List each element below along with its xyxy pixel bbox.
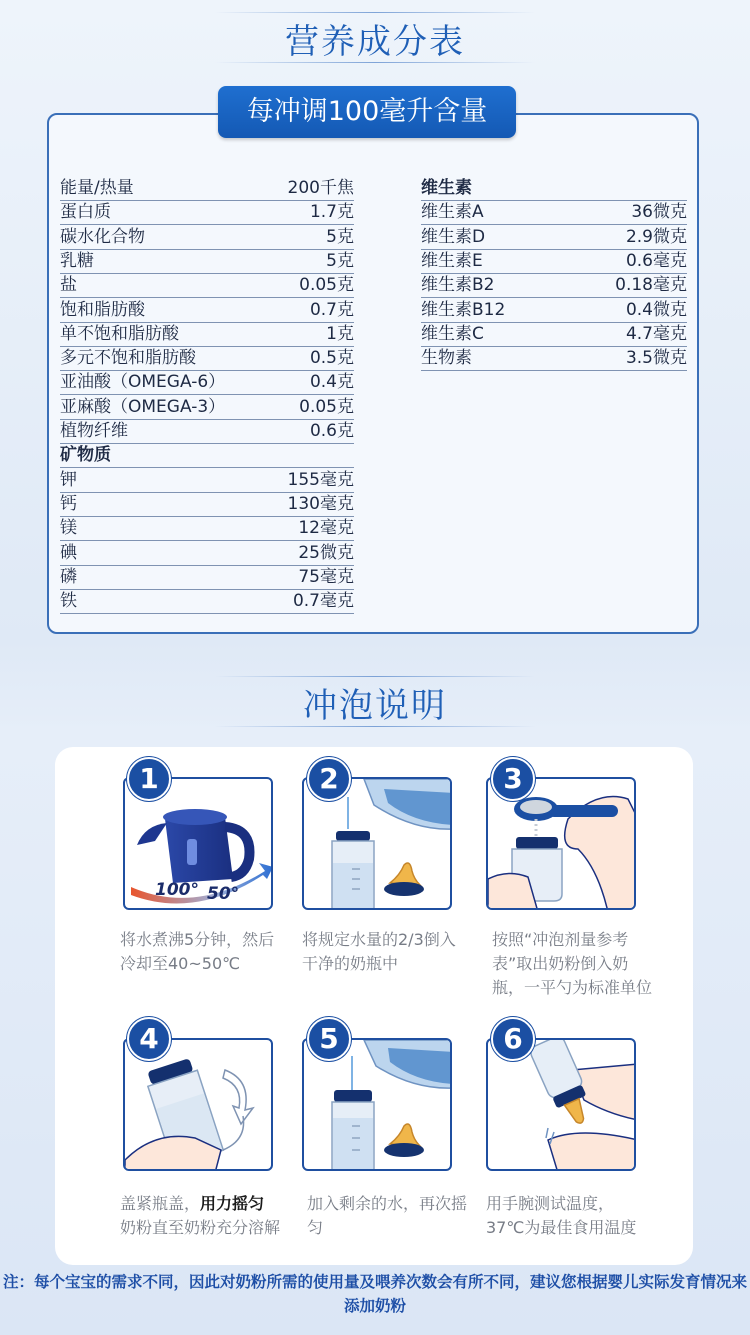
- vitamin-name: 维生素D: [421, 226, 486, 247]
- nutrient-row: [60, 419, 354, 444]
- nutrient-row: [60, 395, 354, 420]
- step-5-text: 加入剩余的水，再次摇匀: [307, 1194, 468, 1237]
- nutrient-name: 铁: [60, 591, 77, 612]
- nutrient-name: 饱和脂肪酸: [60, 299, 145, 320]
- temp-high-label: 100°: [155, 880, 199, 900]
- step-6-number: 6: [491, 1017, 535, 1061]
- nutrient-row: [60, 565, 354, 590]
- vitamin-value: 0.4微克: [625, 299, 687, 320]
- nutrient-name: 植物纤维: [60, 421, 128, 441]
- nutrient-row: [60, 516, 354, 541]
- nutrient-name: 多元不饱和脂肪酸: [60, 348, 196, 369]
- vitamin-name: 维生素B2: [421, 275, 495, 296]
- nutrient-name: 镁: [60, 518, 77, 539]
- nutrient-row: [60, 249, 354, 274]
- nutrient-value: 1克: [326, 323, 354, 344]
- step-4-text-strong: 用力摇匀: [200, 1194, 265, 1213]
- vitamin-row: [421, 249, 687, 274]
- vitamin-name: 维生素A: [421, 202, 484, 223]
- nutrient-row: [60, 492, 354, 517]
- nutrient-name: 亚麻酸（OMEGA-3）: [60, 396, 226, 417]
- nutrient-name: 亚油酸（OMEGA-6）: [60, 372, 226, 393]
- nutrient-value: 75毫克: [298, 566, 354, 587]
- vitamin-value: 2.9微克: [625, 226, 687, 247]
- nutrition-title: 营养成分表: [285, 22, 465, 62]
- nutrient-name: 磷: [60, 566, 77, 587]
- vitamin-value: 0.18毫克: [615, 275, 687, 296]
- nutrient-value: 155毫克: [287, 469, 354, 490]
- vitamin-value: 36微克: [631, 202, 687, 223]
- step-4-text-before: 盖紧瓶盖，: [120, 1194, 201, 1213]
- nutrient-value: 1.7克: [309, 202, 354, 223]
- nutrient-row: [60, 200, 354, 225]
- nutrient-row: [60, 443, 354, 468]
- vitamin-row: [421, 322, 687, 347]
- nutrient-row: [60, 589, 354, 614]
- vitamin-row: [421, 346, 687, 371]
- nutrient-row: [60, 541, 354, 566]
- nutrient-value: 0.7毫克: [292, 591, 354, 612]
- nutrient-name: 单不饱和脂肪酸: [60, 323, 179, 344]
- temp-low-label: 50°: [207, 884, 240, 904]
- title-top-line: [215, 12, 535, 13]
- vitamin-name: 维生素B12: [421, 299, 506, 320]
- step-5-number: 5: [307, 1017, 351, 1061]
- nutrient-row: [60, 346, 354, 371]
- title2-top-line: [215, 676, 535, 677]
- nutrient-value: 0.7克: [309, 299, 354, 320]
- nutrient-row: [60, 298, 354, 323]
- vitamin-name: 维生素C: [421, 323, 484, 344]
- nutrient-value: 0.4克: [309, 372, 354, 393]
- step-4-text-after: 奶粉直至奶粉充分溶解: [120, 1218, 281, 1237]
- nutrient-value: 130毫克: [287, 493, 354, 514]
- vitamin-name: 生物素: [421, 348, 472, 369]
- vitamin-value: 3.5微克: [625, 348, 687, 369]
- nutrient-row: [60, 176, 354, 201]
- vitamin-value: 0.6毫克: [625, 250, 687, 271]
- title-bottom-line: [215, 62, 535, 63]
- nutrient-value: 25微克: [298, 542, 354, 563]
- nutrient-name: 钙: [60, 493, 77, 514]
- step-1-number: 1: [127, 757, 171, 801]
- vitamin-row: [421, 273, 687, 298]
- nutrient-value: 0.5克: [309, 348, 354, 369]
- vitamin-row: [421, 200, 687, 225]
- nutrient-name: 碘: [60, 542, 77, 563]
- vitamin-row: [421, 225, 687, 250]
- title2-bottom-line: [215, 726, 535, 727]
- step-1-text: 将水煮沸5分钟，然后冷却至40~50℃: [120, 930, 275, 973]
- step-3-number: 3: [491, 757, 535, 801]
- step-2-number: 2: [307, 757, 351, 801]
- nutrient-value: 5克: [326, 250, 354, 271]
- step-3-text: 按照“冲泡剂量参考表”取出奶粉倒入奶瓶，一平勺为标准单位: [492, 930, 653, 997]
- step-4-text: [120, 1192, 280, 1240]
- nutrient-value: 12毫克: [298, 518, 354, 539]
- vitamin-name: 维生素E: [421, 250, 483, 271]
- feeding-note: 注：每个宝宝的需求不同，因此对奶粉所需的使用量及喂养次数会有所不同，建议您根据婴儿实际发育情况来添加奶粉: [2, 1273, 747, 1315]
- vitamin-name: 维生素: [421, 178, 472, 198]
- step-4-number: 4: [127, 1017, 171, 1061]
- nutrient-name: 能量/热量: [60, 178, 134, 198]
- nutrient-value: 200千焦: [287, 178, 354, 198]
- nutrient-row: [60, 322, 354, 347]
- vitamin-value: 4.7毫克: [625, 323, 687, 344]
- nutrient-name: 矿物质: [60, 445, 111, 466]
- vitamin-row: [421, 176, 687, 201]
- vitamin-row: [421, 298, 687, 323]
- step-2-text: 将规定水量的2/3倒入干净的奶瓶中: [302, 930, 456, 973]
- step-6-text: 用手腕测试温度，37℃为最佳食用温度: [486, 1194, 637, 1237]
- nutrient-name: 蛋白质: [60, 202, 111, 223]
- serving-header: 每冲调100毫升含量: [218, 86, 516, 138]
- nutrient-name: 盐: [60, 275, 77, 296]
- instructions-title: 冲泡说明: [303, 686, 447, 726]
- nutrient-name: 碳水化合物: [60, 226, 145, 247]
- nutrient-value: 0.6克: [309, 421, 354, 441]
- nutrient-row: [60, 225, 354, 250]
- nutrient-row: [60, 468, 354, 493]
- nutrient-name: 钾: [60, 469, 77, 490]
- nutrient-value: 0.05克: [299, 275, 354, 296]
- nutrient-row: [60, 370, 354, 395]
- nutrient-row: [60, 273, 354, 298]
- nutrient-name: 乳糖: [60, 250, 94, 271]
- nutrient-value: 0.05克: [299, 396, 354, 417]
- nutrient-value: 5克: [326, 226, 354, 247]
